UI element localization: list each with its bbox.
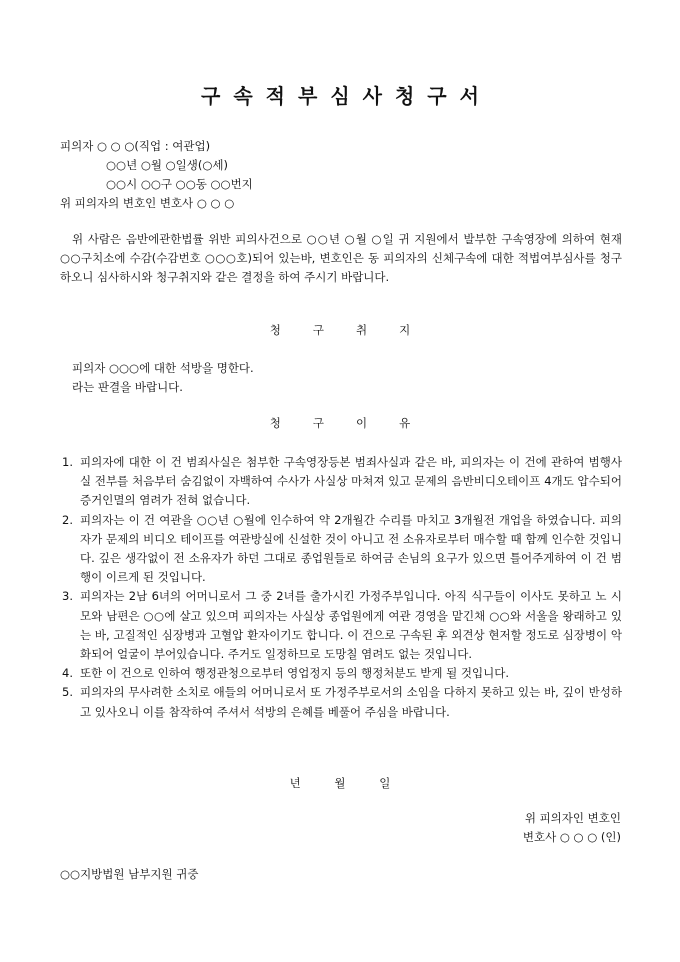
reason-item — [62, 683, 622, 721]
applicant-birth: ○○년 ○월 ○일생(○세) — [106, 158, 229, 172]
reason-number: 1. — [62, 455, 73, 469]
reason-number: 2. — [62, 512, 73, 527]
document-title: 구속적부심사청구서 — [201, 84, 492, 108]
reason-item — [62, 453, 622, 511]
reason-text: 피의자에 대한 이 건 범죄사실은 첨부한 구속영장등본 범죄사실과 같은 바, 피의자는 이 건에 관하여 범행사실 전부를 처음부터 숨김없이 자백하여 수사가 사실상 마쳐져 있고 문제의 음반비디오테이프 4개도 압수되어 증거인멸의 염려가 전혀 없습니다. — [80, 455, 622, 508]
applicant-name: 피의자 ○ ○ ○(직업 : 여관업) — [60, 139, 211, 153]
reason-text: 피의자의 무사려한 소치로 애들의 어머니로서 또 가정주부로서의 소임을 다하지 못하고 있는 바, 깊이 반성하고 있사오니 이를 참작하여 주셔서 석방의 은혜를 베풀어 주심을 바랍니다. — [80, 685, 622, 719]
court-addressee: ○○지방법원 남부지원 귀중 — [60, 867, 199, 881]
reason-number: 3. — [62, 589, 73, 604]
defense-counsel: 위 피의자의 변호인 변호사 ○ ○ ○ — [60, 196, 235, 210]
filing-date: 년 월 일 — [289, 776, 391, 790]
reason-item — [62, 664, 622, 683]
intro-paragraph: 위 사람은 음반에관한법률 위반 피의사건으로 ○○년 ○월 ○일 귀 지원에서 발부한 구속영장에 의하여 현재 ○○구치소에 수감(수감번호 ○○○호)되어 있는바, 변호인은 동 피의자의 신체구속에 대한 적법여부심사를 청구하오니 심사하시와 청구취지와 같은 결정을 하여 주시기 바랍니다. — [60, 232, 622, 284]
reason-text: 피의자는 2남 6녀의 어머니로서 그 중 2녀를 출가시킨 가정주부입니다. 아직 식구들이 이사도 못하고 노 시모와 남편은 ○○에 살고 있으며 피의자는 사실상 종업원에게 여관 경영을 맡긴채 ○○와 서울을 왕래하고 있는 바, 고질적인 심장병과 고혈압 환자이기도 합니다. 이 건으로 구속된 후 외견상 현저할 정도로 심장병이 악화되어 얼굴이 부어있습니다. 주거도 일정하므로 도망칠 염려도 없는 것입니다. — [80, 589, 622, 662]
purpose-line-1: 피의자 ○○○에 대한 석방을 명한다. — [72, 361, 254, 375]
purpose-heading: 청구취지 — [269, 323, 443, 337]
reason-item — [62, 511, 622, 588]
reason-text: 또한 이 건으로 인하여 행정관청으로부터 영업정지 등의 행정처분도 받게 될 것입니다. — [80, 666, 510, 681]
reason-number: 5. — [62, 685, 73, 700]
applicant-address: ○○시 ○○구 ○○동 ○○번지 — [106, 177, 253, 191]
reasons-heading: 청구이유 — [269, 416, 443, 430]
reason-number: 4. — [62, 666, 73, 681]
purpose-line-2: 라는 판결을 바랍니다. — [72, 380, 183, 394]
reason-item — [62, 587, 622, 664]
reason-text: 피의자는 이 건 여관을 ○○년 ○월에 인수하여 약 2개월간 수리를 마치고 3개월전 개업을 하였습니다. 피의자가 문제의 비디오 테이프를 여관방실에 신설한 것이 아니고 전 소유자로부터 매수할 때 함께 인수한 것입니다. 깊은 생각없이 전 소유자가 하던 그대로 종업원들로 하여금 손님의 요구가 있으면 틀어주게하여 이 건 범행이 이르게 된 것입니다. — [80, 512, 622, 585]
signature-name: 변호사 ○ ○ ○ (인) — [522, 830, 621, 844]
reasons-list — [62, 453, 622, 722]
signature-role: 위 피의자인 변호인 — [524, 811, 621, 825]
